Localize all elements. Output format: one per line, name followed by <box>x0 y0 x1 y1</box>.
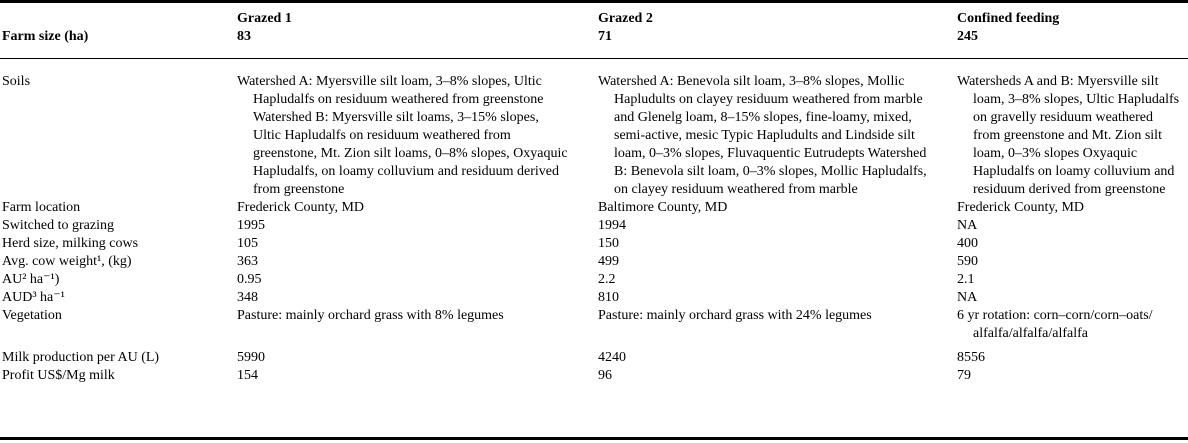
row-vegetation <box>0 307 1188 343</box>
value-cell: 348 <box>237 290 258 305</box>
value-cell: 79 <box>957 368 971 383</box>
value-cell: 6 yr rotation: corn–corn/corn–oats/​alfalfa/alfalfa/alfalfa <box>957 308 1153 341</box>
value-cell: Pasture: mainly orchard grass with 8% legumes <box>237 308 504 323</box>
value-cell: 150 <box>598 236 619 251</box>
value-cell: Watershed A: Benevola silt loam, 3–8% slopes, Mollic Hapludults on clayey residuum weathered from marble and Glenelg loam, 8–15% slopes, fine-loamy, mixed, semi-active, mesic Typic Hapludults and Lindside silt loam, 0–3% slopes, Fluvaquentic Eutrudepts Watershed B: Benevola silt loam, 0–3% slopes, Mollic Hapludalfs, on clayey residuum weathered from marble <box>598 74 927 197</box>
row-au-per-ha <box>0 271 1188 289</box>
row-label-cell: Profit US$/Mg milk <box>2 368 115 383</box>
row-profit <box>0 367 1188 389</box>
value-cell: Pasture: mainly orchard grass with 24% legumes <box>598 308 872 323</box>
header-col-confined-feeding <box>957 2 1188 59</box>
column-name: Grazed 2 <box>598 11 653 26</box>
value-cell: 96 <box>598 368 612 383</box>
row-milk-production <box>0 343 1188 367</box>
value-cell: Watersheds A and B: Myersville silt loam, 3–8% slopes, Ultic Hapludalfs on gravelly residuum weathered from greenstone and Mt. Zion silt loam, 0–3% slopes Oxyaquic Hapludalfs on loamy colluvium and residuum derived from greenstone <box>957 74 1180 197</box>
table-body <box>0 59 1188 390</box>
column-name: Confined feeding <box>957 11 1060 26</box>
row-farm-location <box>0 199 1188 217</box>
value-cell: 400 <box>957 236 978 251</box>
row-soils <box>0 59 1188 200</box>
column-farm-size: 83 <box>237 29 251 44</box>
header-row-label: Farm size (ha) <box>0 2 237 59</box>
column-name: Grazed 1 <box>237 11 292 26</box>
value-cell: Frederick County, MD <box>957 200 1085 215</box>
row-aud-per-ha <box>0 289 1188 307</box>
value-cell: Watershed A: Myersville silt loam, 3–8% slopes, Ultic Hapludalfs on residuum weathered from greenstone Watershed B: Myersville silt loams, 3–15% slopes, Ultic Hapludalfs on residuum weathered from greenstone, Mt. Zion silt loams, 0–8% slopes, Oxyaquic Hapludalfs, on loamy colluvium and residuum derived from greenstone <box>237 74 568 197</box>
row-label-cell: AU² ha⁻¹) <box>2 272 60 287</box>
value-cell: 5990 <box>237 350 265 365</box>
value-cell: NA <box>957 218 978 233</box>
value-cell: NA <box>957 290 978 305</box>
value-cell: 1995 <box>237 218 265 233</box>
value-cell: 2.1 <box>957 272 975 287</box>
row-label-cell: Herd size, milking cows <box>2 236 139 251</box>
header-col-grazed-1 <box>237 2 598 59</box>
value-cell: 0.95 <box>237 272 262 287</box>
column-farm-size: 71 <box>598 29 612 44</box>
row-label-cell: Farm location <box>2 200 81 215</box>
row-switched-to-grazing <box>0 217 1188 235</box>
row-label-cell: Avg. cow weight¹, (kg) <box>2 254 132 269</box>
header-row <box>0 2 1188 59</box>
row-avg-cow-weight <box>0 253 1188 271</box>
row-label-cell: Switched to grazing <box>2 218 114 233</box>
value-cell: 154 <box>237 368 258 383</box>
value-cell: Frederick County, MD <box>237 200 365 215</box>
value-cell: 8556 <box>957 350 985 365</box>
row-label-cell: Milk production per AU (L) <box>2 350 160 365</box>
column-farm-size: 245 <box>957 29 978 44</box>
row-herd-size <box>0 235 1188 253</box>
value-cell: 2.2 <box>598 272 616 287</box>
value-cell: 363 <box>237 254 258 269</box>
value-cell: 4240 <box>598 350 626 365</box>
value-cell: Baltimore County, MD <box>598 200 728 215</box>
row-label-cell: Soils <box>2 74 31 89</box>
row-label-cell: Vegetation <box>2 308 62 323</box>
value-cell: 499 <box>598 254 619 269</box>
header-col-grazed-2 <box>598 2 957 59</box>
value-cell: 1994 <box>598 218 626 233</box>
value-cell: 810 <box>598 290 619 305</box>
value-cell: 590 <box>957 254 978 269</box>
table-header <box>0 2 1188 59</box>
value-cell: 105 <box>237 236 258 251</box>
row-label-cell: AUD³ ha⁻¹ <box>2 290 65 305</box>
